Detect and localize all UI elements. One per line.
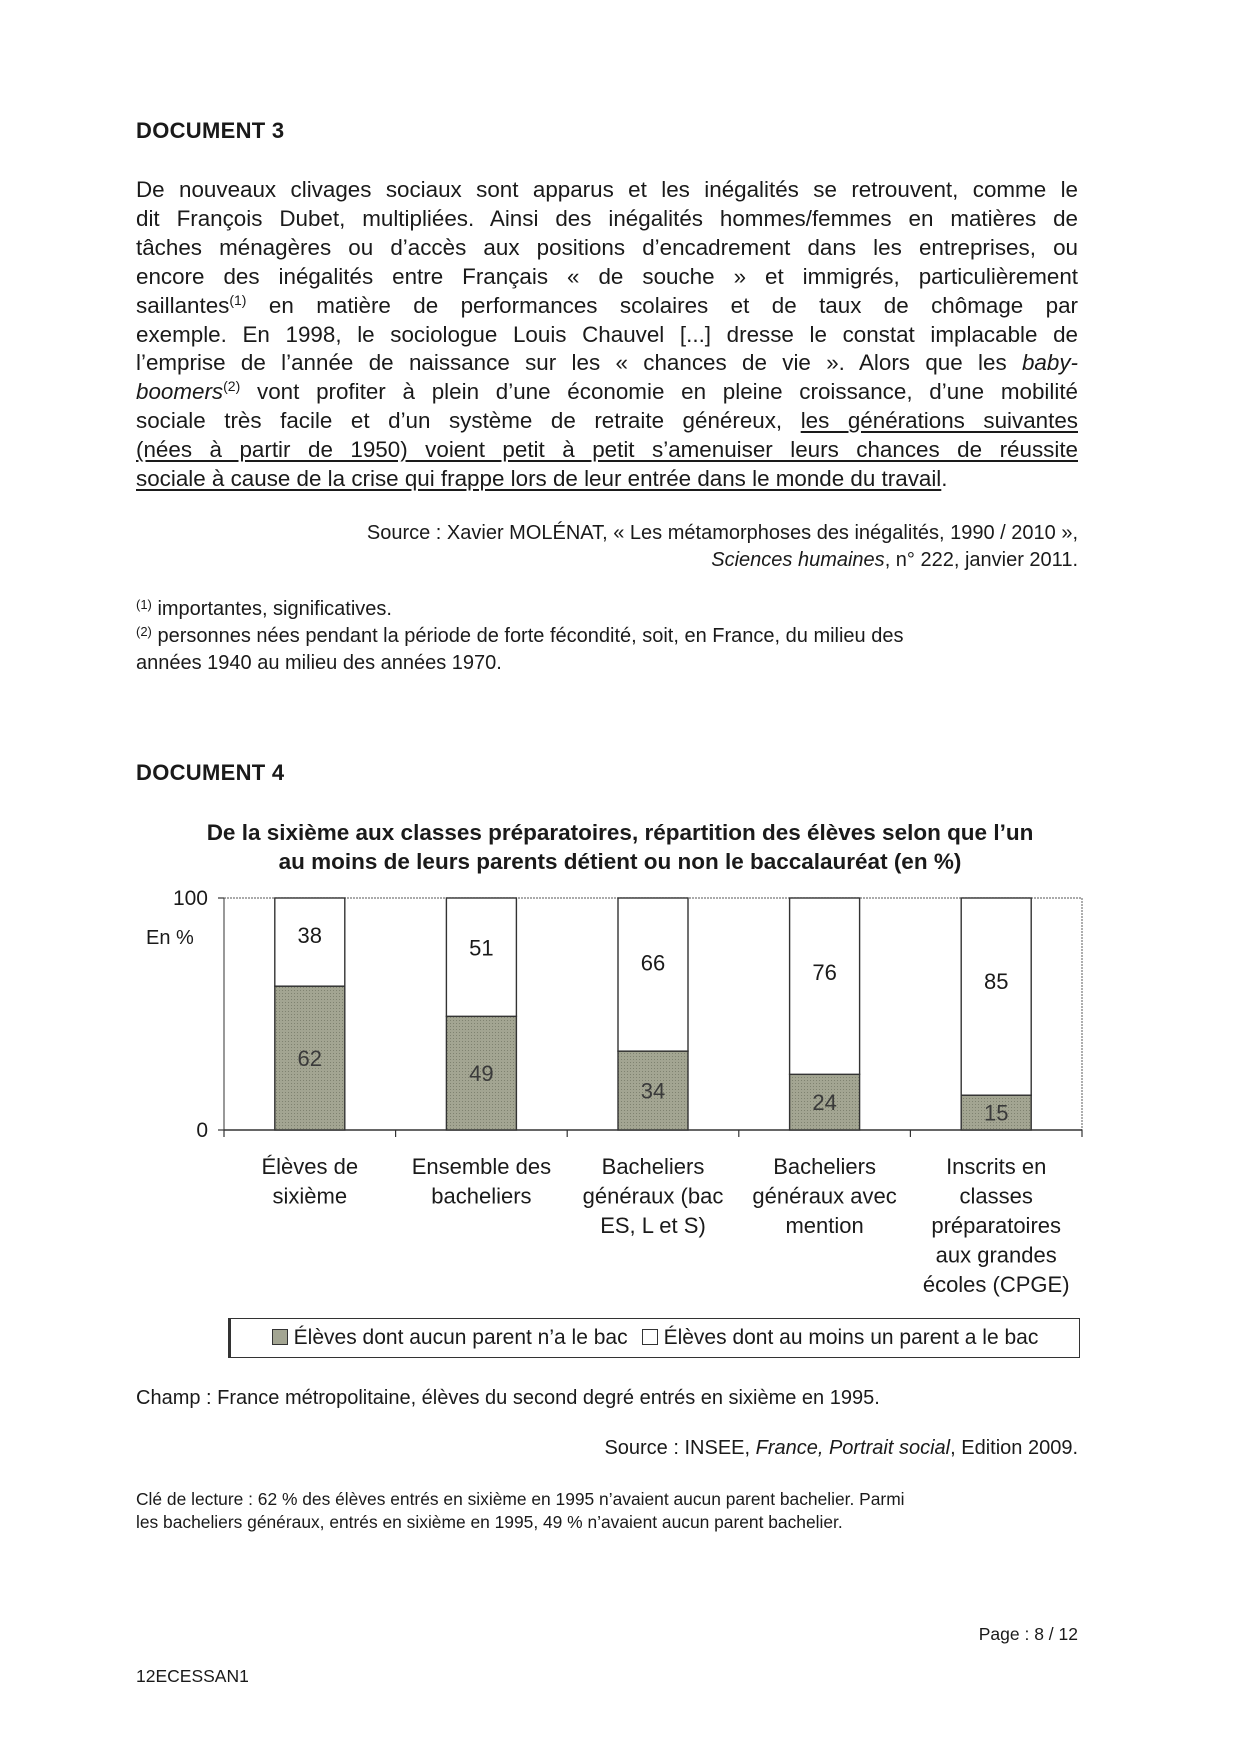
category-label: préparatoires (931, 1213, 1062, 1238)
category-label: généraux avec (752, 1183, 897, 1209)
data-label-one-parent: 51 (469, 935, 494, 961)
legend-item-one-parent: Élèves dont au moins un parent a le bac (642, 1326, 1039, 1350)
data-label-no-parent: 62 (297, 1046, 323, 1072)
y-tick-label: 100 (172, 887, 208, 910)
para-line: sociale à cause de la crise qui frappe lors de leur entrée dans le monde du travail. (136, 466, 948, 492)
category-label: bacheliers (431, 1183, 532, 1209)
category-label: aux grandes (935, 1242, 1057, 1268)
data-label-no-parent: 15 (983, 1100, 1009, 1126)
data-label-one-parent: 76 (812, 960, 837, 986)
category-label: Bacheliers (773, 1154, 876, 1179)
legend-swatch-dark (272, 1329, 288, 1345)
bar-segment-one-parent (790, 898, 860, 1074)
para-line: l’emprise de l’année de naissance sur les « chances de vie ». Alors que les baby- (136, 350, 1078, 376)
data-label-no-parent: 49 (469, 1061, 494, 1087)
chart-title: De la sixième aux classes préparatoires, répartition des élèves selon que l’un au moins de leurs parents détient ou non le baccalauréat (en %) (206, 820, 1034, 874)
data-label-no-parent: 24 (812, 1090, 837, 1116)
document-4-heading: DOCUMENT 4 (136, 760, 285, 785)
data-label-one-parent: 85 (983, 968, 1009, 994)
para-line: De nouveaux clivages sociaux sont apparus et les inégalités se retrouvent, comme le (136, 177, 1078, 202)
category-label: Bacheliers (601, 1154, 705, 1179)
category-label: mention (785, 1213, 864, 1238)
para-line: tâches ménagères ou d’accès aux positions d’encadrement dans les entreprises, ou (136, 234, 1078, 260)
footnote-2: $^{(2)}$ personnes nées pendant la période de forte fécondité, soit, en France, du milieu des (136, 624, 904, 647)
data-label-one-parent: 66 (640, 950, 666, 976)
footnote-2-continued: années 1940 au milieu des années 1970. (136, 652, 502, 674)
bar-segment-one-parent (961, 898, 1031, 1095)
category-label: classes (959, 1183, 1033, 1209)
document-3-heading: DOCUMENT 3 (136, 118, 285, 143)
chart-legend (228, 1318, 1080, 1358)
legend-swatch-light (642, 1329, 658, 1345)
chart-scope-note: Champ : France métropolitaine, élèves du second degré entrés en sixième en 1995. (136, 1387, 880, 1409)
footnote-ref-2: (2) (223, 378, 241, 395)
category-label: Élèves de (261, 1154, 359, 1179)
para-line: dit François Dubet, multipliées. Ainsi des inégalités hommes/femmes en matières de (136, 205, 1078, 231)
underlined-text: les générations suivantes (800, 408, 1078, 434)
document-4-source: Source : INSEE, France, Portrait social, Edition 2009. (604, 1437, 1078, 1459)
category-label: sixième (272, 1183, 348, 1209)
footnote-ref-1: (1) (229, 291, 247, 308)
para-line: sociale très facile et d’un système de retraite généreux, les générations suivantes (136, 408, 1078, 434)
para-line: encore des inégalités entre Français « de souche » et immigrés, particulièrement (136, 263, 1078, 289)
data-label-no-parent: 34 (640, 1078, 666, 1104)
para-line: exemple. En 1998, le sociologue Louis Chauvel [...] dresse le constat implacable de (136, 321, 1078, 347)
underlined-text: sociale à cause de la crise qui frappe lors de leur entrée dans le monde du travail (136, 466, 942, 492)
legend-item-no-parent: Élèves dont aucun parent n’a le bac (272, 1326, 628, 1350)
footnote-1: $^{(1)}$ importantes, significatives. (136, 597, 392, 620)
reading-key: Clé de lecture : 62 % des élèves entrés en sixième en 1995 n’avaient aucun parent bachelier. Parmi les bacheliers généraux, entrés en sixième en 1995, 49 % n’avaient aucun parent bachelier. (136, 1489, 905, 1532)
category-label: ES, L et S) (600, 1213, 706, 1238)
document-3-source: Source : Xavier MOLÉNAT, « Les métamorphoses des inégalités, 1990 / 2010 », Sciences humaines, n° 222, janvier 2011. (366, 522, 1078, 571)
y-axis-label: En % (146, 927, 194, 949)
category-label: Inscrits en (946, 1154, 1047, 1179)
para-line: boomers$^{(2)}$ vont profiter à plein d’une économie en pleine croissance, d’une mobilité (136, 378, 1078, 405)
category-label: écoles (CPGE) (922, 1272, 1070, 1297)
data-label-one-parent: 38 (297, 923, 323, 949)
page-number: Page : 8 / 12 (978, 1624, 1078, 1644)
category-label: Ensemble des (411, 1154, 552, 1179)
y-tick-label: 0 (196, 1119, 208, 1142)
para-line: saillantes$^{(1)}$ en matière de performances scolaires et de taux de chômage par (136, 291, 1078, 318)
exam-code: 12ECESSAN1 (136, 1666, 249, 1686)
category-label: généraux (bac (582, 1183, 724, 1209)
underlined-text: (nées à partir de 1950) voient petit à petit s’amenuiser leurs chances de réussite (136, 437, 1078, 463)
